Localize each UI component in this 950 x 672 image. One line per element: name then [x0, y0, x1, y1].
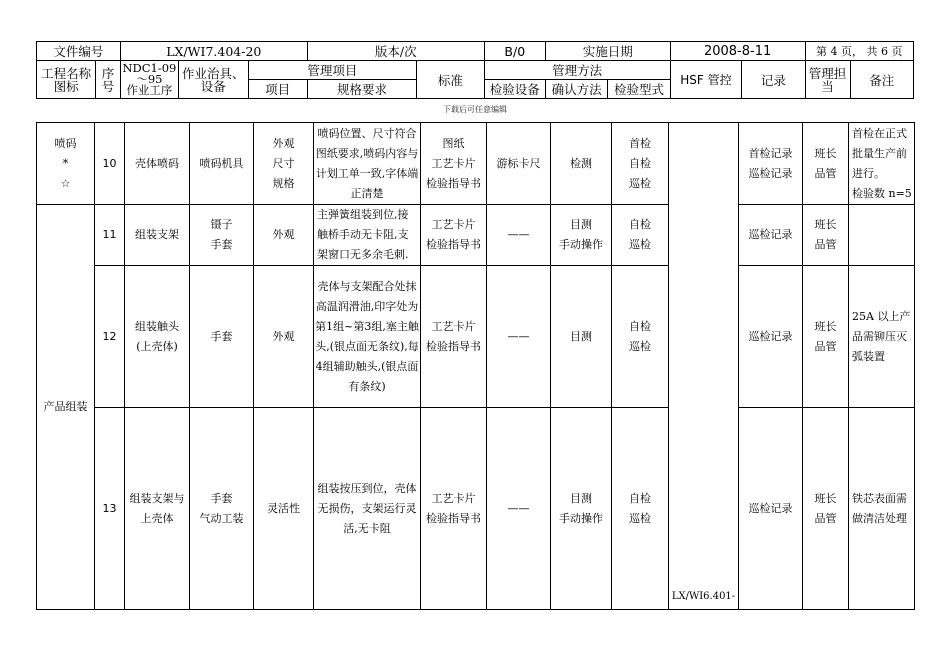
mgmt-item: 外观 [254, 266, 314, 408]
seq-no: 12 [95, 266, 125, 408]
mgmt-item: 外观 [254, 205, 314, 266]
mgmt-item: 外观 尺寸 规格 [254, 123, 314, 205]
tooling: 手套 气动工装 [190, 408, 254, 610]
mgmt-items-label: 管理项目 [248, 61, 417, 80]
seq-no: 11 [95, 205, 125, 266]
standard: 图纸 工艺卡片 检验指导书 [421, 123, 487, 205]
owner: 班长 品管 [803, 205, 849, 266]
hsf-ref: LX/WI6.401- [669, 123, 739, 610]
table-row [37, 205, 915, 266]
remarks [849, 205, 915, 266]
version-value: B/0 [484, 42, 545, 61]
remarks: 25A 以上产品需铆压灭弧装置 [849, 266, 915, 408]
tooling: 镊子 手套 [190, 205, 254, 266]
header-table [36, 41, 914, 99]
doc-no-label: 文件编号 [37, 42, 121, 61]
process-table [36, 122, 915, 610]
version-label: 版本/次 [307, 42, 484, 61]
table-row [37, 266, 915, 408]
owner-label: 管理担 当 [805, 61, 850, 99]
standard: 工艺卡片 检验指导书 [421, 205, 487, 266]
confirm-method-label: 确认方法 [545, 80, 607, 99]
tooling-label: 作业治具、 设备 [179, 61, 249, 99]
table-row [37, 123, 915, 205]
seq-label: 序 号 [96, 61, 121, 99]
owner: 班长 品管 [803, 266, 849, 408]
confirm-method: 目测 手动操作 [551, 205, 612, 266]
spec-label: 规格要求 [307, 80, 416, 99]
mgmt-item: 灵活性 [254, 408, 314, 610]
hsf-label: HSF 管控 [670, 61, 742, 99]
operation: 组装支架与 上壳体 [125, 408, 190, 610]
standard: 工艺卡片 检验指导书 [421, 266, 487, 408]
record-label: 记录 [742, 61, 805, 99]
inspect-type: 自检 巡检 [612, 205, 669, 266]
item-label: 项目 [248, 80, 307, 99]
inspect-equip: 游标卡尺 [487, 123, 551, 205]
confirm-method: 目测 [551, 266, 612, 408]
inspect-equip: —— [487, 205, 551, 266]
owner: 班长 品管 [803, 123, 849, 205]
remarks: 首检在正式批量生产前进行。 检验数 n=5 [849, 123, 915, 205]
product-range: NDC1-09 ～95 作业工序 [120, 61, 178, 99]
inspect-type-label: 检验型式 [608, 80, 670, 99]
doc-no: LX/WI7.404-20 [120, 42, 307, 61]
mgmt-method-label: 管理方法 [484, 61, 670, 80]
record: 巡检记录 [739, 205, 803, 266]
operation: 壳体喷码 [125, 123, 190, 205]
record: 首检记录 巡检记录 [739, 123, 803, 205]
spec: 喷码位置、尺寸符合图纸要求,喷码内容与计划工单一致,字体端正清楚 [314, 123, 421, 205]
spec: 组装按压到位，壳体无损伤，支架运行灵活,无卡阻 [314, 408, 421, 610]
table-row [37, 408, 915, 610]
spec: 主弹簧组装到位,接触桥手动无卡阻,支架窗口无多余毛刺. [314, 205, 421, 266]
confirm-method: 目测 手动操作 [551, 408, 612, 610]
spec: 壳体与支架配合处抹高温润滑油,印字处为第1组~第3组,塞主触头,(银点面无条纹),每4组辅助触头,(银点面有条纹) [314, 266, 421, 408]
process-name: 喷码 * ☆ [37, 123, 95, 205]
edit-note: 下载后可任意编辑 [443, 105, 507, 114]
page-info: 第 4 页， 共 6 页 [805, 42, 913, 61]
process-label: 工程名称 图标 [37, 61, 96, 99]
standard-label: 标准 [417, 61, 484, 99]
owner: 班长 品管 [803, 408, 849, 610]
inspect-equip: —— [487, 408, 551, 610]
inspect-type: 首检 自检 巡检 [612, 123, 669, 205]
record: 巡检记录 [739, 266, 803, 408]
impl-date-label: 实施日期 [545, 42, 670, 61]
remarks: 铁芯表面需做清洁处理 [849, 408, 915, 610]
seq-no: 13 [95, 408, 125, 610]
standard: 工艺卡片 检验指导书 [421, 408, 487, 610]
operation: 组装支架 [125, 205, 190, 266]
tooling: 喷码机具 [190, 123, 254, 205]
inspect-equip: —— [487, 266, 551, 408]
remarks-label: 备注 [850, 61, 913, 99]
operation: 组装触头 (上壳体) [125, 266, 190, 408]
impl-date: 2008-8-11 [670, 42, 805, 61]
tooling: 手套 [190, 266, 254, 408]
inspect-type: 自检 巡检 [612, 408, 669, 610]
inspect-type: 自检 巡检 [612, 266, 669, 408]
record: 巡检记录 [739, 408, 803, 610]
confirm-method: 检测 [551, 123, 612, 205]
inspect-equip-label: 检验设备 [484, 80, 545, 99]
group-process: 产品组装 [37, 205, 95, 610]
seq-no: 10 [95, 123, 125, 205]
